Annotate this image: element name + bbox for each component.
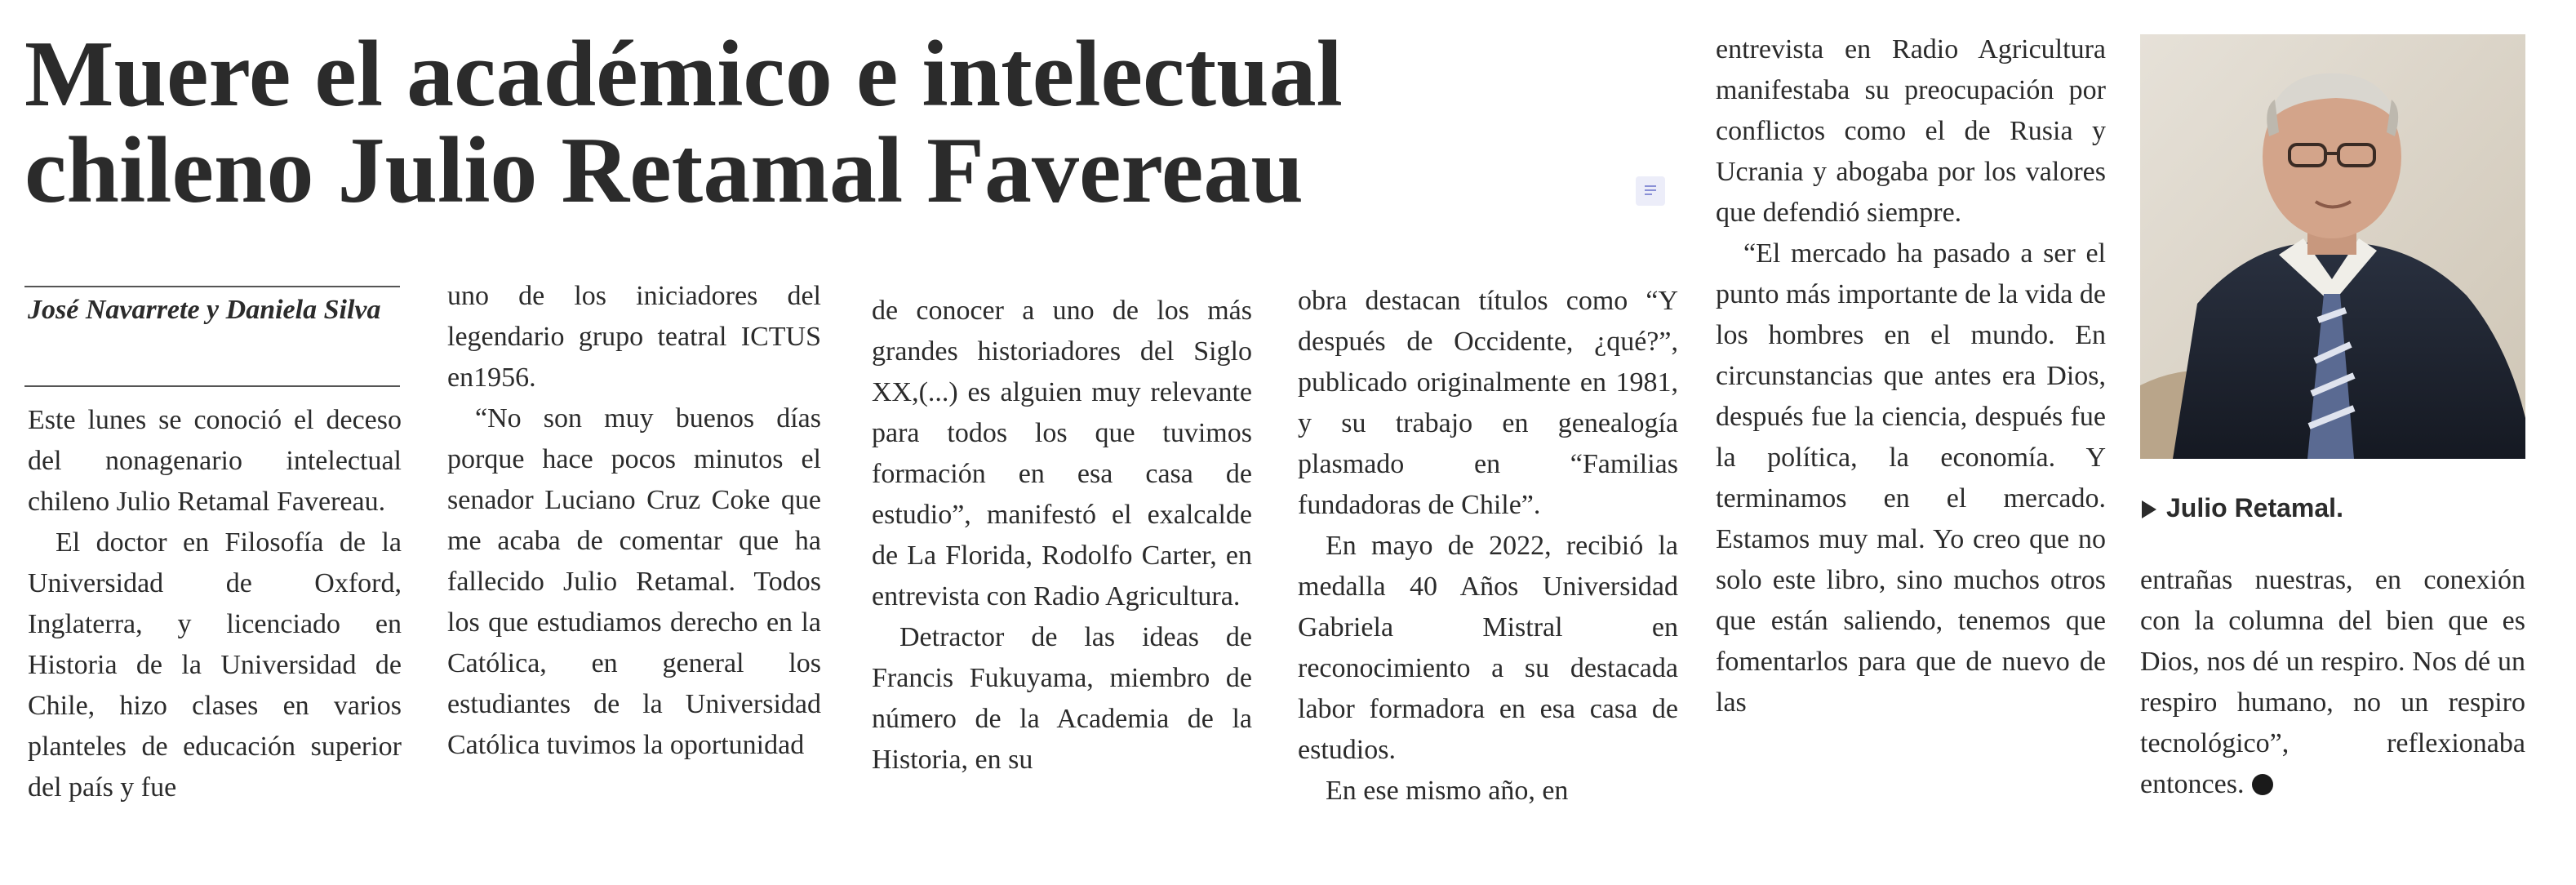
byline: José Navarrete y Daniela Silva: [28, 295, 381, 325]
paragraph: “No son muy buenos días porque hace pocos minutos el senador Luciano Cruz Coke que me acaba de comentar que ha fallecido Julio Retamal. Todos los que estudiamos derecho en la Católica, en general los estudiantes de la Universidad Católica tuvimos la oportunidad: [447, 403, 821, 760]
paragraph: Este lunes se conoció el deceso del nonagenario intelectual chileno Julio Retamal Favereau.: [28, 405, 402, 517]
article-column-4: [1298, 281, 1678, 812]
paragraph: Detractor de las ideas de Francis Fukuyama, miembro de número de la Academia de la Historia, en su: [872, 622, 1252, 775]
photo-caption: [2142, 491, 2343, 524]
article-column-5: [1716, 29, 2106, 723]
paragraph-text: entrañas nuestras, en conexión con la columna del bien que es Dios, nos dé un respiro. Nos dé un respiro humano, no un respiro tecnológico”, reflexionaba entonces.: [2140, 565, 2525, 799]
paragraph: obra destacan títulos como “Y después de Occidente, ¿qué?”, publicado originalmente en 1981, y su trabajo en genealogía plasmado en “Familias fundadoras de Chile”.: [1298, 286, 1678, 520]
paragraph: El doctor en Filosofía de la Universidad de Oxford, Inglaterra, y licenciado en Historia de la Universidad de Chile, hizo clases en varios planteles de educación superior del país y fue: [28, 527, 402, 803]
paragraph: [2140, 560, 2525, 805]
note-icon[interactable]: [1636, 176, 1665, 206]
paragraph: En mayo de 2022, recibió la medalla 40 Años Universidad Gabriela Mistral en reconocimiento a su destacada labor formadora en esa casa de estudios.: [1298, 531, 1678, 765]
paragraph: uno de los iniciadores del legendario grupo teatral ICTUS en1956.: [447, 281, 821, 393]
article-column-3: [872, 291, 1252, 780]
paragraph: de conocer a uno de los más grandes historiadores del Siglo XX,(...) es alguien muy relevante para todos los que tuvimos formación en esa casa de estudio”, manifestó el exalcalde de La Florida, Rodolfo Carter, en entrevista con Radio Agricultura.: [872, 296, 1252, 611]
headline: [24, 22, 1649, 223]
article-column-2: [447, 276, 821, 766]
article-column-1: [28, 400, 402, 808]
end-dot-icon: [2252, 774, 2273, 795]
paragraph: En ese mismo año, en: [1326, 776, 1569, 806]
byline-rule-top: [24, 286, 400, 287]
triangle-right-icon: [2142, 500, 2156, 518]
paragraph: entrevista en Radio Agricultura manifestaba su preocupación por conflictos como el de Rusia y Ucrania y abogaba por los valores que defendió siempre.: [1716, 34, 2106, 228]
article-column-6: [2140, 560, 2525, 805]
headline-line-2: chileno Julio Retamal Favereau: [24, 118, 1304, 223]
portrait-photo: [2140, 34, 2525, 459]
caption-text: Julio Retamal.: [2166, 493, 2343, 523]
byline-rule-bottom: [24, 385, 400, 387]
paragraph: “El mercado ha pasado a ser el punto más importante de la vida de los hombres en el mundo. En circunstancias que antes era Dios, después fue la ciencia, después fue la política, la economía. Y terminamos en el mercado. Estamos muy mal. Yo creo que no solo este libro, sino muchos otros que están saliendo, tenemos que fomentarlos para que de nuevo de las: [1716, 238, 2106, 718]
headline-line-1: Muere el académico e intelectual: [24, 22, 1343, 127]
